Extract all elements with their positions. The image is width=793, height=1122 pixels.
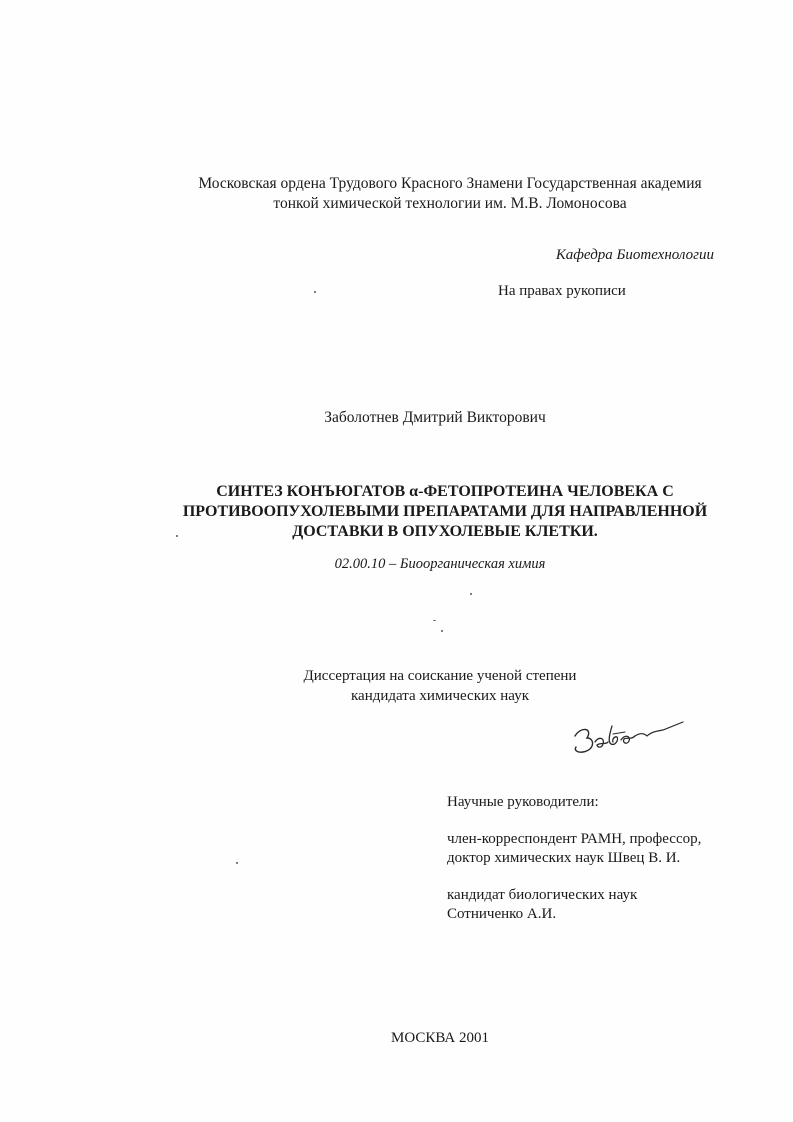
- specialty-code: 02.00.10 – Биоорганическая химия: [334, 556, 546, 572]
- handwritten-signature: [565, 712, 690, 762]
- degree-line: Диссертация на соискание ученой степени: [303, 668, 577, 684]
- title-line: ДОСТАВКИ В ОПУХОЛЕВЫЕ КЛЕТКИ.: [292, 523, 598, 540]
- supervisor-title: кандидат биологических наук: [447, 887, 638, 903]
- supervisor-name: Сотниченко А.И.: [447, 906, 557, 922]
- degree-line: кандидата химических наук: [350, 688, 529, 704]
- scan-speck: [236, 862, 238, 864]
- city-and-year: МОСКВА 2001: [390, 1030, 489, 1046]
- scan-speck: [314, 291, 316, 293]
- title-line: ПРОТИВООПУХОЛЕВЫМИ ПРЕПАРАТАМИ ДЛЯ НАПРАВЛЕННОЙ: [182, 503, 708, 520]
- degree-statement: [150, 666, 730, 706]
- author-name: Заболотнев Дмитрий Викторович: [324, 409, 546, 426]
- supervisors-heading: Научные руководители:: [447, 794, 599, 810]
- supervisor-title: член-корреспондент РАМН, профессор,: [447, 831, 702, 847]
- manuscript-rights-note: На правах рукописи: [498, 283, 626, 299]
- title-line: СИНТЕЗ КОНЪЮГАТОВ α-ФЕТОПРОТЕИНА ЧЕЛОВЕКА С: [216, 483, 674, 500]
- scan-speck: [176, 535, 178, 537]
- institution-line: Московская ордена Трудового Красного Знамени Государственная академия: [198, 175, 702, 192]
- institution-line: тонкой химической технологии им. М.В. Ломоносова: [273, 195, 627, 212]
- supervisor-name: доктор химических наук Швец В. И.: [447, 850, 681, 866]
- scan-speck: [441, 630, 443, 632]
- supervisor-entry: [447, 830, 701, 868]
- department-name: Кафедра Биотехнологии: [555, 247, 714, 263]
- dissertation-title: [120, 482, 770, 542]
- supervisor-entry: [447, 886, 637, 924]
- scan-speck: [470, 593, 472, 595]
- institution-name: [120, 174, 780, 214]
- scan-speck: [433, 620, 436, 621]
